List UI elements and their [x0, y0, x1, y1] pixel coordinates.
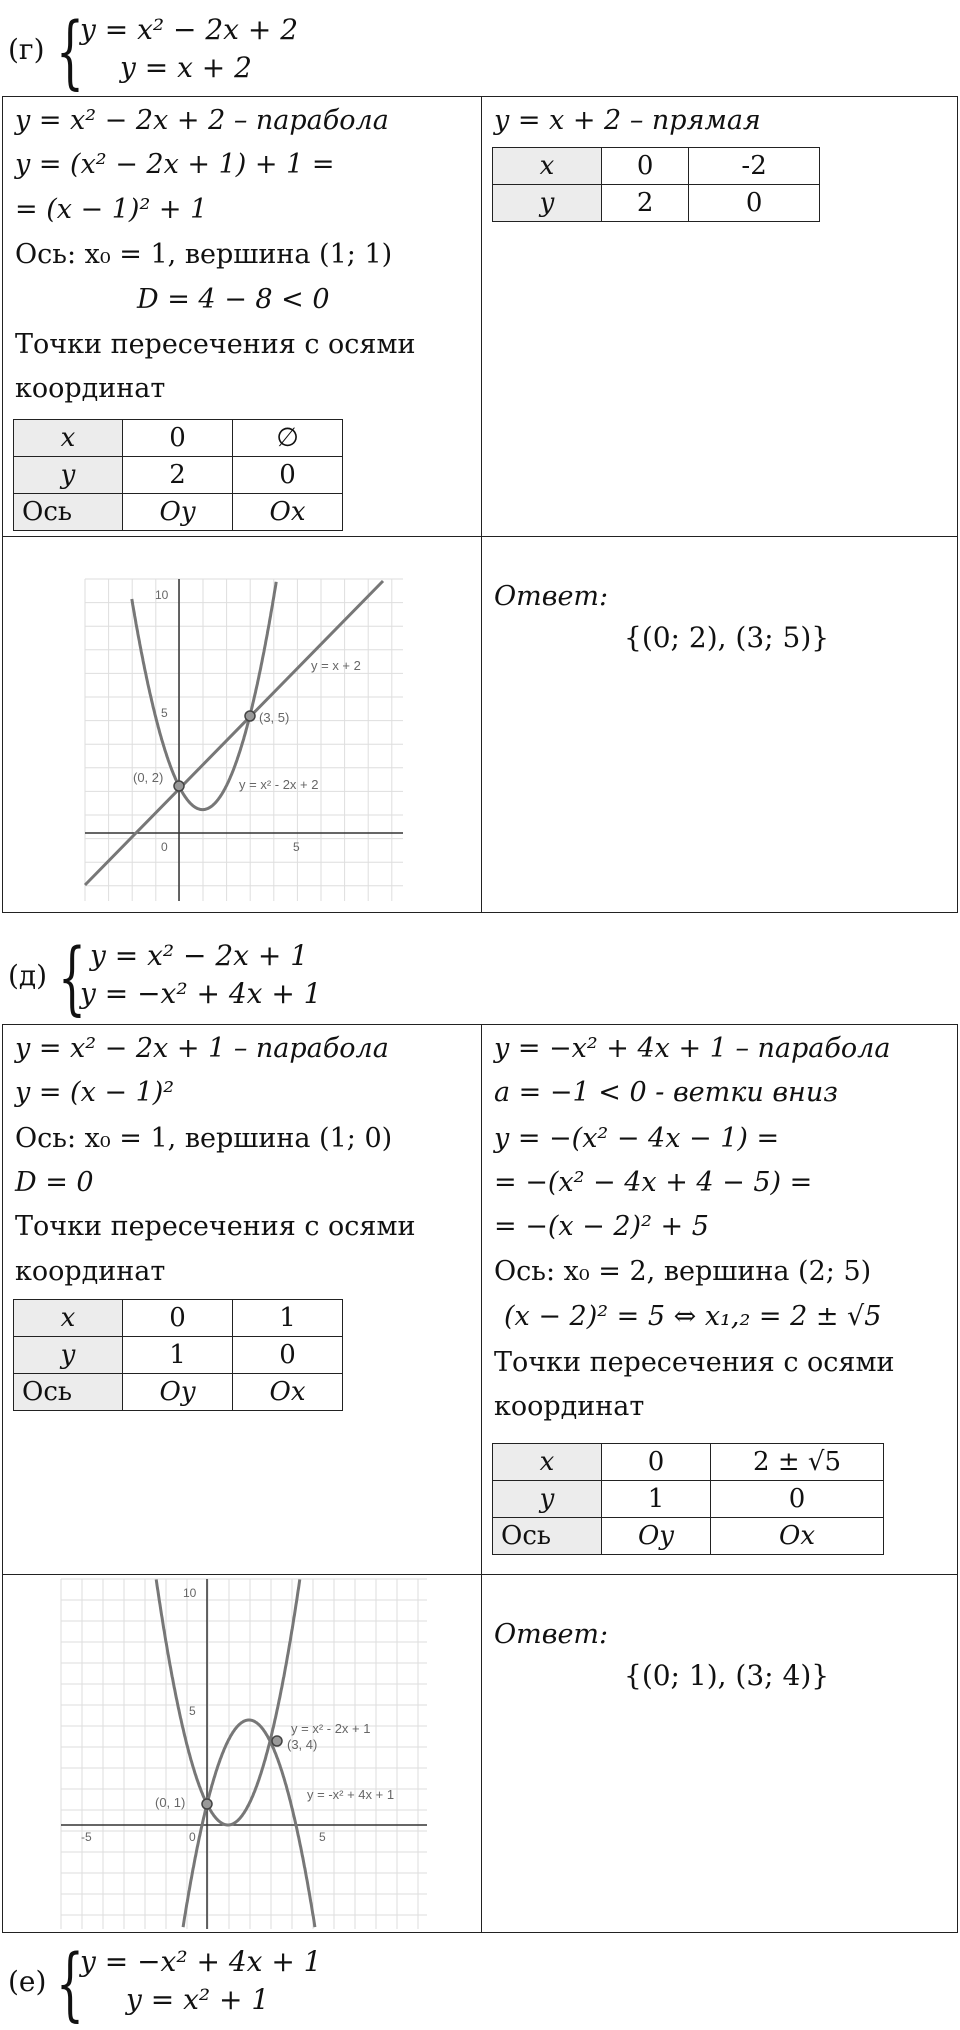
answer-value: {(0; 1), (3; 4)}	[624, 1659, 830, 1692]
table-cell: 0	[711, 1481, 884, 1518]
intersection-table	[13, 1299, 343, 1411]
graph-cell	[3, 1575, 482, 1933]
point-label: (3, 4)	[287, 1737, 318, 1752]
problem-label: (д)	[8, 959, 48, 992]
table-cell: Ось	[14, 494, 123, 531]
point-label: (3, 5)	[259, 710, 290, 725]
intersection-point	[272, 1736, 282, 1746]
curve-label: y = x² - 2x + 1	[291, 1721, 371, 1736]
table-cell: 0	[123, 1300, 233, 1337]
text-line: координат	[15, 1256, 166, 1287]
right-analysis-cell	[482, 1025, 958, 1575]
table-cell: Oy	[123, 1374, 233, 1411]
tick-label: 0	[189, 1830, 196, 1844]
equation-1: y = x² − 2x + 2	[80, 13, 299, 46]
tick-label: 0	[161, 840, 168, 854]
text-line: = (x − 1)² + 1	[15, 194, 208, 225]
text-line: Точки пересечения с осями	[494, 1347, 895, 1378]
text-line: координат	[494, 1391, 645, 1422]
tick-label: 5	[319, 1830, 326, 1844]
equation-2: y = −x² + 4x + 1	[80, 977, 322, 1010]
left-analysis-cell	[3, 97, 482, 537]
table-cell: x	[493, 1444, 602, 1481]
table-cell: 1	[123, 1337, 233, 1374]
text-line: = −(x² − 4x + 4 − 5) =	[494, 1167, 813, 1198]
intersection-point	[174, 781, 184, 791]
table-cell: 0	[233, 457, 343, 494]
intersection-point	[245, 711, 255, 721]
intersection-point	[202, 1799, 212, 1809]
text-line: координат	[15, 373, 166, 404]
intersection-table	[13, 419, 343, 531]
tick-label: -5	[81, 1830, 92, 1844]
table-cell: x	[14, 420, 123, 457]
text-line: = −(x − 2)² + 5	[494, 1211, 709, 1242]
table-cell: Ox	[233, 1374, 343, 1411]
answer-label: Ответ:	[494, 581, 609, 612]
table-cell: y	[493, 1481, 602, 1518]
table-cell: 0	[602, 148, 689, 185]
brace: {	[56, 1937, 84, 2030]
table-cell: 0	[233, 1337, 343, 1374]
text-line: D = 4 − 8 < 0	[137, 284, 330, 315]
equation-2: y = x + 2	[120, 51, 252, 84]
point-label: (0, 1)	[155, 1795, 186, 1810]
table-cell: x	[14, 1300, 123, 1337]
text-line: Точки пересечения с осями	[15, 1211, 416, 1242]
curve-label: y = x + 2	[311, 658, 361, 673]
graph-cell	[3, 537, 482, 913]
curve-label: y = -x² + 4x + 1	[307, 1787, 395, 1802]
text-line: y = x² − 2x + 2 – парабола	[15, 105, 389, 136]
tick-label: 5	[293, 840, 300, 854]
text-line: y = −x² + 4x + 1 – парабола	[494, 1033, 891, 1064]
table-cell: Ось	[493, 1518, 602, 1555]
table-cell: 1	[602, 1481, 711, 1518]
text-line: y = x + 2 – прямая	[494, 105, 761, 136]
curve-label: y = x² - 2x + 2	[239, 777, 319, 792]
tick-label: 5	[161, 706, 168, 720]
brace: {	[58, 931, 86, 1024]
solution-grid-g	[2, 96, 958, 913]
table-cell: x	[493, 148, 602, 185]
text-line: Ось: x₀ = 1, вершина (1; 0)	[15, 1123, 393, 1154]
table-cell: Oy	[602, 1518, 711, 1555]
text-line: Точки пересечения с осями	[15, 329, 416, 360]
text-line: Ось: x₀ = 1, вершина (1; 1)	[15, 239, 393, 270]
answer-cell	[482, 1575, 958, 1933]
parabola-curve-up	[156, 1579, 300, 1825]
right-analysis-cell	[482, 97, 958, 537]
text-line: a = −1 < 0 - ветки вниз	[494, 1077, 838, 1108]
equation-1: y = −x² + 4x + 1	[80, 1945, 322, 1978]
table-cell: ∅	[233, 420, 343, 457]
tick-label: 5	[189, 1704, 196, 1718]
table-cell: y	[14, 457, 123, 494]
answer-label: Ответ:	[494, 1619, 609, 1650]
intersection-table	[492, 1443, 884, 1555]
table-cell: 0	[123, 420, 233, 457]
point-label: (0, 2)	[133, 770, 164, 785]
answer-cell	[482, 537, 958, 913]
table-cell: 2 ± √5	[711, 1444, 884, 1481]
brace: {	[56, 5, 84, 98]
table-cell: y	[493, 185, 602, 222]
table-cell: 0	[689, 185, 820, 222]
table-cell: 1	[233, 1300, 343, 1337]
answer-value: {(0; 2), (3; 5)}	[624, 621, 830, 654]
text-line: y = (x² − 2x + 1) + 1 =	[15, 149, 335, 180]
tick-label: 10	[155, 588, 169, 602]
text-line: y = (x − 1)²	[15, 1077, 175, 1108]
text-line: Ось: x₀ = 2, вершина (2; 5)	[494, 1256, 872, 1287]
text-line: (x − 2)² = 5 ⇔ x₁,₂ = 2 ± √5	[504, 1301, 882, 1332]
graph-d	[3, 1575, 481, 1933]
table-cell: -2	[689, 148, 820, 185]
table-cell: 2	[602, 185, 689, 222]
problem-label: (г)	[8, 33, 45, 66]
equation-1: y = x² − 2x + 1	[90, 939, 309, 972]
line-table	[492, 147, 820, 222]
table-cell: Ox	[711, 1518, 884, 1555]
text-line: y = −(x² − 4x − 1) =	[494, 1123, 780, 1154]
text-line: D = 0	[15, 1167, 94, 1198]
equation-2: y = x² + 1	[126, 1983, 270, 2016]
problem-label: (е)	[8, 1965, 47, 1998]
table-cell: Ox	[233, 494, 343, 531]
table-cell: Ось	[14, 1374, 123, 1411]
solution-grid-d	[2, 1024, 958, 1933]
table-cell: 2	[123, 457, 233, 494]
table-cell: Oy	[123, 494, 233, 531]
table-cell: 0	[602, 1444, 711, 1481]
text-line: y = x² − 2x + 1 – парабола	[15, 1033, 389, 1064]
table-cell: y	[14, 1337, 123, 1374]
graph-g	[3, 537, 481, 913]
left-analysis-cell	[3, 1025, 482, 1575]
tick-label: 10	[183, 1586, 197, 1600]
